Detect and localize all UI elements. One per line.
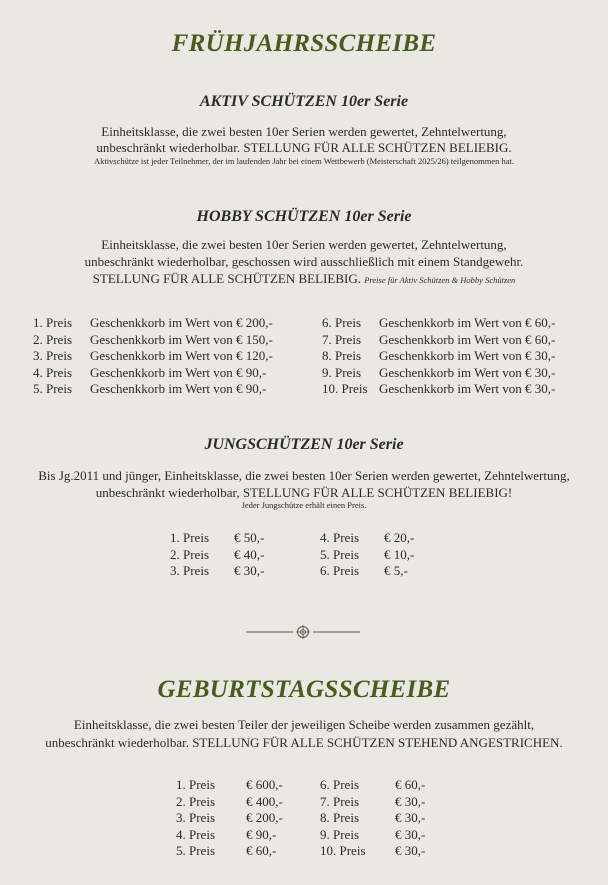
prize-rank: 5. Preis bbox=[176, 843, 215, 859]
geburtstag-title: GEBURTSTAGSSCHEIBE bbox=[157, 676, 451, 703]
prize-value: Geschenkkorb im Wert von € 200,- bbox=[90, 315, 273, 331]
prize-value: € 400,- bbox=[246, 793, 283, 809]
prize-rank: 5. Preis bbox=[320, 546, 359, 562]
prize-row bbox=[320, 777, 425, 794]
prize-value: € 90,- bbox=[246, 826, 277, 842]
prize-row bbox=[320, 530, 414, 547]
prize-rank: 5. Preis bbox=[33, 381, 72, 397]
prize-rank: 3. Preis bbox=[170, 563, 209, 579]
geburtstag-line-2: unbeschränkt wiederholbar. STELLUNG FÜR ALLE SCHÜTZEN STEHEND ANGESTRICHEN. bbox=[45, 735, 563, 750]
prize-rank: 3. Preis bbox=[33, 348, 72, 364]
prize-rank: 4. Preis bbox=[176, 826, 215, 842]
compass-ornament-icon bbox=[246, 624, 360, 640]
prize-value: € 30,- bbox=[395, 826, 426, 842]
prize-value: € 60,- bbox=[246, 843, 277, 859]
hobby-prize-note: Preise für Aktiv Schützen & Hobby Schützen bbox=[364, 275, 516, 285]
prize-rank: 2. Preis bbox=[33, 331, 72, 347]
prize-row bbox=[322, 348, 555, 365]
prize-row bbox=[176, 777, 283, 794]
prize-row bbox=[33, 365, 273, 382]
jung-line-1: Bis Jg.2011 und jünger, Einheitsklasse, die zwei besten 10er Serien werden gewertet, Zehntelwertung, bbox=[38, 468, 570, 483]
prize-row bbox=[176, 794, 283, 811]
hobby-title: HOBBY SCHÜTZEN 10er Serie bbox=[196, 208, 412, 225]
prize-row bbox=[322, 365, 555, 382]
jung-prizes-right bbox=[320, 530, 414, 580]
prize-row bbox=[320, 843, 425, 860]
prize-row bbox=[320, 563, 414, 580]
prize-value: Geschenkkorb im Wert von € 30,- bbox=[379, 364, 556, 380]
prize-rank: 1. Preis bbox=[170, 530, 209, 546]
jung-note: Jeder Jungschütze erhält einen Preis. bbox=[241, 500, 367, 510]
prize-row bbox=[176, 827, 283, 844]
prize-rank: 7. Preis bbox=[322, 331, 361, 347]
prize-rank: 2. Preis bbox=[170, 546, 209, 562]
prize-row bbox=[320, 547, 414, 564]
prize-row bbox=[33, 315, 273, 332]
prize-row bbox=[170, 563, 264, 580]
geburtstag-line-1: Einheitsklasse, die zwei besten Teiler der jeweiligen Scheibe werden zusammen gezählt, bbox=[73, 717, 535, 732]
prize-rank: 9. Preis bbox=[322, 364, 361, 380]
prize-row bbox=[320, 827, 425, 844]
prize-row bbox=[33, 348, 273, 365]
prize-rank: 8. Preis bbox=[322, 348, 361, 364]
prize-row bbox=[322, 381, 555, 398]
jung-line-2: unbeschränkt wiederholbar, STELLUNG FÜR ALLE SCHÜTZEN BELIEBIG! bbox=[95, 485, 513, 500]
prize-value: € 30,- bbox=[395, 843, 426, 859]
prize-rank: 4. Preis bbox=[320, 530, 359, 546]
prize-value: € 5,- bbox=[384, 563, 408, 579]
prize-value: € 30,- bbox=[395, 810, 426, 826]
prize-rank: 9. Preis bbox=[320, 826, 359, 842]
fruehjahr-title: FRÜHJAHRSSCHEIBE bbox=[171, 30, 437, 57]
jung-title: JUNGSCHÜTZEN 10er Serie bbox=[204, 436, 404, 453]
prize-value: € 200,- bbox=[246, 810, 283, 826]
prize-rank: 1. Preis bbox=[33, 315, 72, 331]
prize-rank: 6. Preis bbox=[322, 315, 361, 331]
hobby-line-3-wrap bbox=[0, 271, 608, 288]
hobby-line-1: Einheitsklasse, die zwei besten 10er Serien werden gewertet, Zehntelwertung, bbox=[101, 237, 507, 252]
prize-row bbox=[33, 381, 273, 398]
prize-rank: 2. Preis bbox=[176, 793, 215, 809]
prize-rank: 6. Preis bbox=[320, 777, 359, 793]
prize-value: Geschenkkorb im Wert von € 120,- bbox=[90, 348, 273, 364]
aktiv-note: Aktivschütze ist jeder Teilnehmer, der im laufenden Jahr bei einem Wettbewerb (Meisterschaft 2025/26) teilgenommen hat. bbox=[93, 156, 515, 166]
prize-value: € 60,- bbox=[395, 777, 426, 793]
prize-row bbox=[170, 547, 264, 564]
geburtstag-prizes-left bbox=[176, 777, 283, 860]
prize-value: € 30,- bbox=[395, 793, 426, 809]
prize-value: Geschenkkorb im Wert von € 30,- bbox=[379, 348, 556, 364]
prize-rank: 6. Preis bbox=[320, 563, 359, 579]
aktiv-title: AKTIV SCHÜTZEN 10er Serie bbox=[199, 93, 409, 110]
prize-value: Geschenkkorb im Wert von € 60,- bbox=[379, 315, 556, 331]
geburtstag-prizes-right bbox=[320, 777, 425, 860]
hobby-line-2: unbeschränkt wiederholbar, geschossen wird ausschließlich mit einem Standgewehr. bbox=[84, 254, 524, 269]
prize-value: Geschenkkorb im Wert von € 90,- bbox=[90, 364, 267, 380]
jung-prizes-left bbox=[170, 530, 264, 580]
prize-rank: 10. Preis bbox=[320, 843, 366, 859]
prize-rank: 1. Preis bbox=[176, 777, 215, 793]
aktiv-line-1: Einheitsklasse, die zwei besten 10er Serien werden gewertet, Zehntelwertung, bbox=[101, 124, 507, 139]
aktiv-line-2: unbeschränkt wiederholbar. STELLUNG FÜR ALLE SCHÜTZEN BELIEBIG. bbox=[96, 140, 512, 155]
prize-row bbox=[322, 315, 555, 332]
prize-value: € 20,- bbox=[384, 530, 415, 546]
prize-rank: 8. Preis bbox=[320, 810, 359, 826]
hobby-line-3: STELLUNG FÜR ALLE SCHÜTZEN BELIEBIG. bbox=[92, 271, 361, 286]
prize-row bbox=[322, 332, 555, 349]
prize-value: € 50,- bbox=[234, 530, 265, 546]
prize-rank: 7. Preis bbox=[320, 793, 359, 809]
prize-row bbox=[320, 810, 425, 827]
prize-value: € 40,- bbox=[234, 546, 265, 562]
prize-value: € 10,- bbox=[384, 546, 415, 562]
prize-row bbox=[320, 794, 425, 811]
prize-value: Geschenkkorb im Wert von € 30,- bbox=[379, 381, 556, 397]
prize-rank: 3. Preis bbox=[176, 810, 215, 826]
prize-value: € 600,- bbox=[246, 777, 283, 793]
fruehjahr-prizes-right bbox=[322, 315, 555, 398]
prize-value: Geschenkkorb im Wert von € 90,- bbox=[90, 381, 267, 397]
prize-row bbox=[33, 332, 273, 349]
prize-value: Geschenkkorb im Wert von € 150,- bbox=[90, 331, 273, 347]
prize-value: Geschenkkorb im Wert von € 60,- bbox=[379, 331, 556, 347]
prize-row bbox=[170, 530, 264, 547]
prize-row bbox=[176, 843, 283, 860]
prize-row bbox=[176, 810, 283, 827]
prize-value: € 30,- bbox=[234, 563, 265, 579]
fruehjahr-prizes-left bbox=[33, 315, 273, 398]
prize-rank: 4. Preis bbox=[33, 364, 72, 380]
prize-rank: 10. Preis bbox=[322, 381, 368, 397]
